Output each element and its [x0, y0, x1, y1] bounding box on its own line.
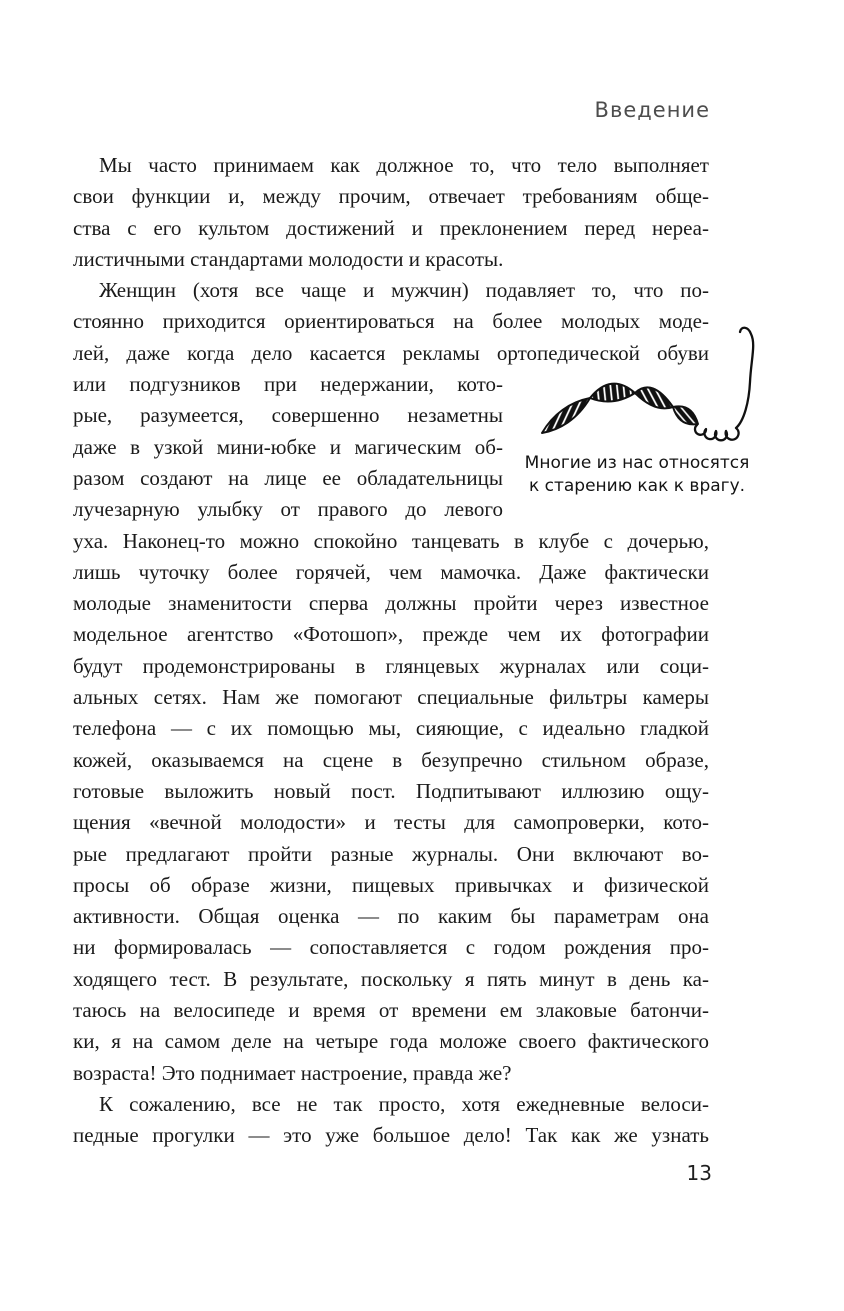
text-line: или подгузников при недержании, кото-: [73, 372, 503, 397]
text-line: разом создают на лице ее обладательницы: [73, 465, 503, 490]
body-text-column: [73, 150, 709, 1152]
page-number: 13: [686, 1161, 712, 1185]
figure-caption-line: к старению как к врагу.: [528, 476, 746, 496]
text-line: активности. Общая оценка — по каким бы параметрам она: [73, 904, 709, 929]
text-line: альных сетях. Нам же помогают специальные фильтры камеры: [73, 685, 709, 710]
text-line: щения «вечной молодости» и тесты для самопроверки, кото-: [73, 810, 709, 835]
text-line: кожей, оказываемся на сцене в безупречно стильном образе,: [73, 747, 709, 772]
text-line: лишь чуточку более горячей, чем мамочка. Даже фактически: [73, 559, 709, 584]
text-line: будут продемонстрированы в глянцевых журналах или соци-: [73, 653, 709, 678]
text-line: рые предлагают пройти разные журналы. Они включают во-: [73, 841, 709, 866]
text-line: лей, даже когда дело касается рекламы ортопедической обуви: [73, 340, 709, 365]
text-line: ни формировалась — сопоставляется с годом рождения про-: [73, 935, 709, 960]
text-line: ки, я на самом деле на четыре года моложе своего фактического: [73, 1029, 709, 1054]
text-line: телефона — с их помощью мы, сияющие, с идеально гладкой: [73, 716, 709, 741]
text-line: таюсь на велосипеде и время от времени ем злаковые батончи-: [73, 998, 709, 1023]
figure-caption: [517, 452, 757, 498]
text-line: Мы часто принимаем как должное то, что тело выполняет: [99, 153, 709, 177]
text-line: уха. Наконец-то можно спокойно танцевать в клубе с дочерью,: [73, 528, 709, 553]
text-line: ходящего тест. В результате, поскольку я пять минут в день ка-: [73, 966, 709, 991]
text-line: молодые знаменитости сперва должны пройти через известное: [73, 591, 709, 616]
text-line: стоянно приходится ориентироваться на более молодых моде-: [73, 309, 709, 334]
text-line: К сожалению, все не так просто, хотя ежедневные велоси-: [99, 1091, 709, 1116]
text-line: листичными стандартами молодости и красоты.: [73, 246, 504, 271]
text-line: модельное агентство «Фотошоп», прежде чем их фотографии: [73, 622, 709, 647]
text-line: ства с его культом достижений и преклонением перед нереа-: [73, 215, 709, 240]
dna-helix-figure: [524, 322, 765, 507]
figure-caption-line: Многие из нас относятся: [524, 453, 750, 473]
chapter-header: Введение: [594, 98, 710, 122]
text-line: педные прогулки — это уже большое дело! Так как же узнать: [73, 1123, 709, 1148]
text-line: готовые выложить новый пост. Подпитывают иллюзию ощу-: [73, 778, 709, 803]
text-line: Женщин (хотя все чаще и мужчин) подавляет то, что по-: [99, 278, 709, 303]
text-line: даже в узкой мини-юбке и магическим об-: [73, 434, 503, 459]
text-line: рые, разумеется, совершенно незаметны: [73, 403, 503, 428]
text-line: лучезарную улыбку от правого до левого: [73, 497, 503, 522]
text-line: свои функции и, между прочим, отвечает требованиям обще-: [73, 184, 709, 209]
text-line: возраста! Это поднимает настроение, правда же?: [73, 1060, 512, 1085]
dna-helix-doodle-icon: [535, 322, 765, 442]
text-line: просы об образе жизни, пищевых привычках и физической: [73, 872, 709, 897]
